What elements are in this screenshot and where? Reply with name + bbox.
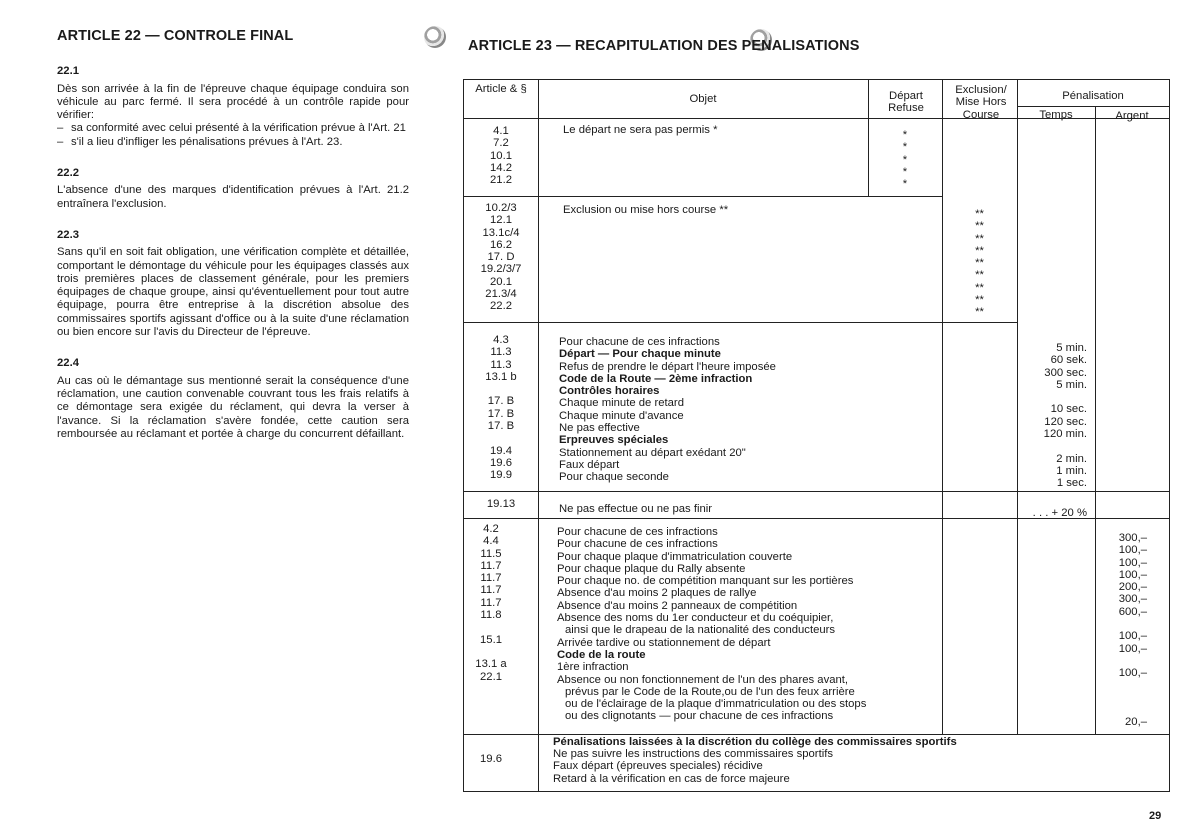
row6-heading: Pénalisations laissées à la discrétion du collège des commissaires sportifs (553, 736, 957, 748)
row4-article: 19.13 (486, 498, 516, 510)
bullet-item: – s'il a lieu d'infliger les pénalisations prévues à l'Art. 23. (57, 135, 343, 148)
section-number: 22.4 (57, 357, 79, 370)
row3-objet: Pour chacune de ces infractions Départ — Pour chaque minute Refus de prendre le départ l'heure imposée Code de la Route — 2ème infraction Contrôles horaires Chaque minute de retard Chaque minute d'avance Ne pas effective Erpreuves spéciales Stationnement au départ exédant 20" Faux départ Pour chaque seconde (559, 336, 776, 484)
row-divider (1018, 106, 1169, 107)
section-22-2 (57, 167, 409, 211)
article-22-column (57, 30, 409, 459)
row-divider (464, 491, 1169, 492)
row4-objet: Ne pas effectue ou ne pas finir (559, 503, 713, 515)
penalties-table (463, 79, 1170, 792)
row-divider (464, 322, 1018, 323)
row-divider (464, 196, 943, 197)
header-exclusion: Exclusion/ Mise Hors Course (955, 84, 1007, 121)
header-depart: Départ Refuse (888, 90, 924, 115)
page-number: 29 (1149, 810, 1162, 822)
bullet-text: s'il a lieu d'infliger les pénalisations prévues à l'Art. 23. (71, 135, 343, 148)
row1-articles: 4.1 7.2 10.1 14.2 21.2 (490, 125, 512, 187)
row5-articles: 4.2 4.4 11.5 11.7 11.7 11.7 11.7 11.8 15.1 13.1 a 22.1 (475, 523, 507, 683)
section-text: Dès son arrivée à la fin de l'épreuve chaque équipage conduira son véhicule au parc fermé. Il sera procédé à un contrôle rapide pour vérifier: (57, 82, 409, 122)
row2-articles: 10.2/3 12.1 13.1c/4 16.2 17. D 19.2/3/7 20.1 21.3/4 22.2 (480, 202, 522, 313)
section-22-1 (57, 65, 409, 149)
section-number: 22.1 (57, 65, 79, 78)
emblem-icon (424, 26, 446, 48)
article-22-title: ARTICLE 22 — CONTROLE FINAL (57, 28, 294, 44)
header-penalisation: Pénalisation (1062, 90, 1124, 102)
section-22-4 (57, 357, 409, 441)
row5-objet: Pour chacune de ces infractions Pour chacune de ces infractions Pour chaque plaque d'immatriculation couverte Pour chaque plaque du Rally absente Pour chaque no. de compétition manquant sur les portières Absence d'au moins 2 plaques de rallye Absence d'au moins 2 panneaux de compétition Absence des noms du 1er conducteur et du coéquipier, ainsi que le drapeau de la nationalité des conducteurs Arrivée tardive ou stationnement de départ Code de la route 1ère infraction Absence ou non fonctionnement de l'un des phares avant, prévus par le Code de la Route,ou de l'un des feux arrière ou de l'éclairage de la plaque d'immatriculation ou des stops ou des clignotants — pour chacune de ces infractions (557, 526, 867, 723)
row3-articles: 4.3 11.3 11.3 13.1 b 17. B 17. B 17. B 19.4 19.6 19.9 (485, 334, 517, 482)
section-number: 22.3 (57, 228, 79, 241)
article-23-title: ARTICLE 23 — RECAPITULATION DES PENALISATIONS (468, 38, 860, 54)
section-number: 22.2 (57, 167, 79, 180)
row3-temps: 5 min. 60 sek. 300 sec. 5 min. 10 sec. 120 sec. 120 min. 2 min. 1 min. 1 sec. (1043, 342, 1087, 490)
row1-depart: * * * * * (902, 129, 908, 191)
header-argent: Argent (1115, 110, 1149, 122)
column-divider (538, 80, 539, 791)
row2-objet: Exclusion ou mise hors course ** (563, 204, 729, 216)
row4-temps: . . . + 20 % (1032, 507, 1087, 519)
header-temps: Temps (1039, 109, 1073, 121)
header-objet: Objet (689, 93, 717, 105)
row6-article: 19.6 (480, 753, 502, 765)
row6-objet: Ne pas suivre les instructions des commissaires sportifs Faux départ (épreuves speciales) récidive Retard à la vérification en cas de force majeure (553, 748, 834, 785)
row5-argent: 300,– 100,– 100,– 100,– 200,– 300,– 600,– 100,– 100,– 100,– 20,– (1118, 532, 1147, 729)
bullet-item: – sa conformité avec celui présenté à la vérification prévue à l'Art. 21 (57, 122, 406, 135)
section-text: L'absence d'une des marques d'identification prévues à l'Art. 21.2 entraînera l'exclusion. (57, 184, 409, 210)
row2-exclusion: ** ** ** ** ** ** ** ** ** (975, 208, 984, 319)
header-article: Article & § (475, 83, 527, 95)
bullet-text: sa conformité avec celui présenté à la vérification prévue à l'Art. 21 (71, 122, 406, 135)
section-22-3 (57, 229, 409, 339)
row1-objet: Le départ ne sera pas permis * (563, 124, 718, 136)
section-text: Sans qu'il en soit fait obligation, une vérification complète et détaillée, comportant le démontage du véhicule pour les équipages classés aux trois premières places de classement générale, pour les premiers équipages de chaque groupe, ainsi qu'éventuellement pour tout autre équipage, pourra être entreprise à la discrétion absolue des commissaires sportifs agissant d'office ou à la suite d'une réclamation ou bien encore sur l'avis du Directeur de l'épreuve. (57, 246, 409, 339)
column-divider (942, 80, 943, 735)
section-text: Au cas où le démantage sus mentionné serait la conséquence d'une réclamation, une caution convenable couvrant tous les frais relatifs à ce démontage sera exigée du réclament, qui devra la verser à l'avance. Si la réclamation s'avère fondée, cette caution sera remboursée au réclamant et portée à charge du concurrent défaillant. (57, 374, 409, 440)
